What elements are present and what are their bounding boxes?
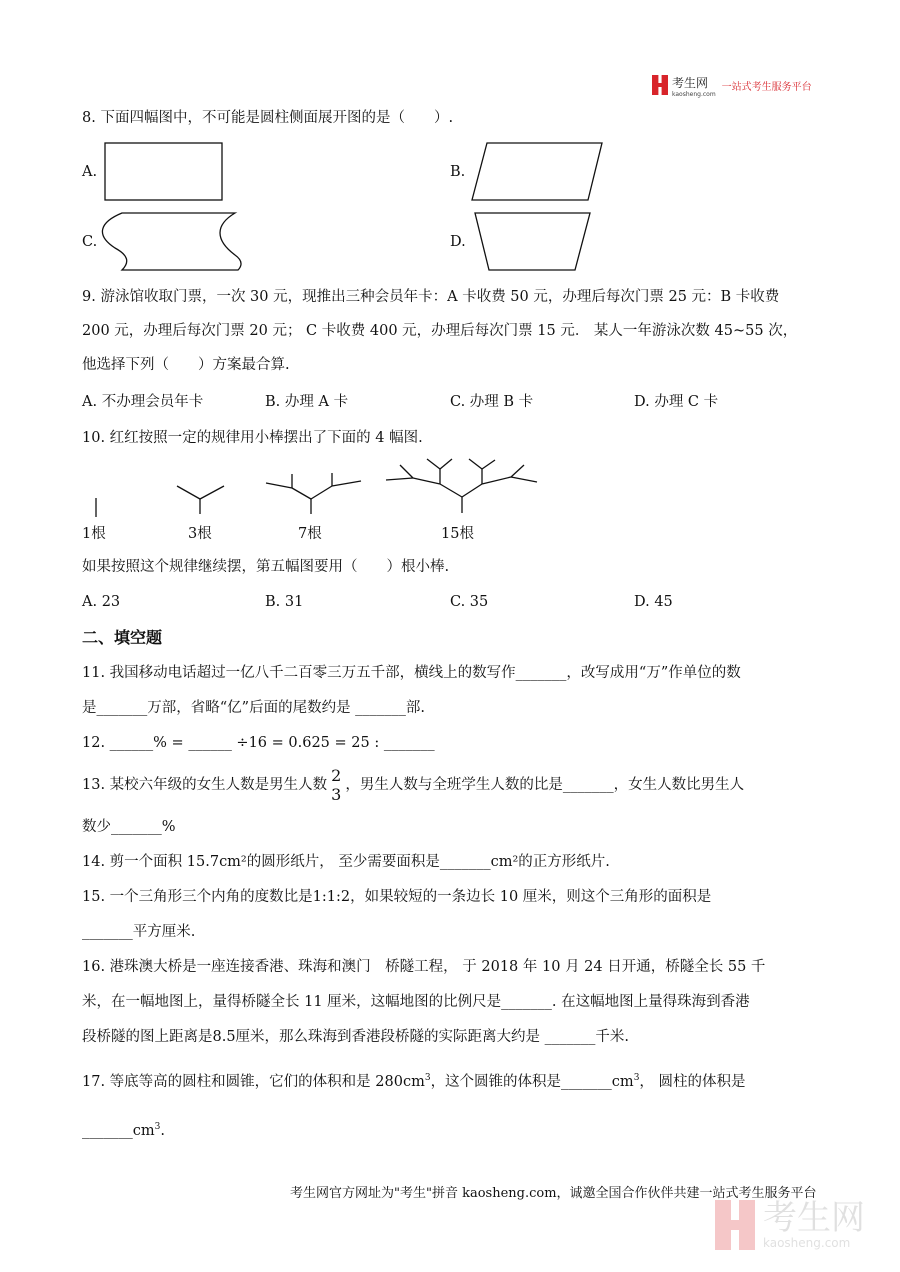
q14: 14. 剪一个面积 15.7cm²的圆形纸片， 至少需要面积是_______cm²的正方形纸片.: [82, 854, 610, 870]
superscript: 3: [424, 1073, 431, 1083]
watermark-name: 考生网: [763, 1198, 865, 1238]
q10-option-c: C. 35: [450, 594, 489, 610]
q8-stem: 8. 下面四幅图中，不可能是圆柱侧面展开图的是（ ）.: [82, 110, 454, 126]
shape-wavy: [102, 213, 241, 270]
q13-line-2: 数少_______%: [82, 819, 176, 835]
q17-text: .: [160, 1122, 165, 1139]
q13-fraction: [331, 767, 341, 804]
fraction-numerator: 2: [331, 765, 342, 785]
watermark-logo: [715, 1200, 865, 1250]
q10-question: 如果按照这个规律继续摆，第五幅图要用（ ）根小棒.: [82, 559, 450, 575]
q10-option-a: A. 23: [82, 594, 121, 610]
q16-line-2: 米，在一幅地图上，量得桥隧全长 11 厘米，这幅地图的比例尺是_______. 在这幅地图上量得珠海到香港: [82, 994, 750, 1010]
stick-figure-15: [386, 459, 537, 513]
q10-option-b: B. 31: [265, 594, 304, 610]
q9-option-b: B. 办理 A 卡: [265, 394, 349, 410]
q12: 12. ______% = ______ ÷16 = 0.625 = 25 : _______: [82, 735, 435, 751]
q17-text: 17. 等底等高的圆柱和圆锥，它们的体积和是 280cm: [82, 1073, 425, 1090]
header-slogan: 一站式考生服务平台: [721, 81, 812, 93]
q17-line-1: [82, 1068, 746, 1092]
superscript: 3: [633, 1073, 640, 1083]
section-heading: 二、填空题: [82, 628, 163, 647]
q10-label-1: 1根: [82, 526, 106, 542]
q17-line-2: [82, 1117, 165, 1141]
fraction-denominator: 3: [331, 784, 342, 804]
q9-line-3: 他选择下列（ ）方案最合算.: [82, 357, 290, 373]
stick-figure-3: [177, 486, 224, 514]
q17-text: ，这个圆锥的体积是_______cm: [430, 1073, 634, 1090]
q9-line-1: 9. 游泳馆收取门票，一次 30 元，现推出三种会员年卡：A 卡收费 50 元，办理后每次门票 25 元：B 卡收费: [82, 289, 780, 305]
q15-line-1: 15. 一个三角形三个内角的度数比是1:1:2，如果较短的一条边长 10 厘米，则这个三角形的面积是: [82, 889, 712, 905]
q10-stem: 10. 红红按照一定的规律用小棒摆出了下面的 4 幅图.: [82, 430, 423, 446]
q8-option-b: B.: [450, 164, 466, 180]
q16-line-1: 16. 港珠澳大桥是一座连接香港、珠海和澳门 桥隧工程， 于 2018 年 10 月 24 日开通，桥隧全长 55 千: [82, 959, 766, 975]
q13-before: 13. 某校六年级的女生人数是男生人数: [82, 777, 328, 793]
watermark-icon: [715, 1200, 755, 1250]
q11-line-1: 11. 我国移动电话超过一亿八千二百零三万五千部，横线上的数写作_______，改写成用“万”作单位的数: [82, 665, 741, 681]
shape-rectangle: [105, 143, 222, 200]
q10-label-3: 7根: [298, 526, 322, 542]
q9-option-a: A. 不办理会员年卡: [82, 394, 204, 410]
q16-line-3: 段桥隧的图上距离是8.5厘米，那么珠海到香港段桥隧的实际距离大约是 _______千米.: [82, 1029, 630, 1045]
shape-trapezoid: [475, 213, 590, 270]
shape-parallelogram: [472, 143, 602, 200]
q10-option-d: D. 45: [634, 594, 673, 610]
q9-option-d: D. 办理 C 卡: [634, 394, 719, 410]
q9-line-2: 200 元，办理后每次门票 20 元； C 卡收费 400 元，办理后每次门票 15 元． 某人一年游泳次数 45~55 次，: [82, 323, 798, 339]
footer-text: 考生网官方网址为"考生"拼音 kaosheng.com，诚邀全国合作伙伴共建一站式考生服务平台: [290, 1186, 817, 1201]
q15-line-2: _______平方厘米.: [82, 924, 196, 940]
stick-figure-7: [266, 473, 361, 514]
logo-url: kaosheng.com: [672, 91, 716, 98]
q10-label-2: 3根: [188, 526, 212, 542]
logo-name: 考生网: [672, 76, 709, 90]
watermark-url: kaosheng.com: [763, 1236, 851, 1250]
q17-text: _______cm: [82, 1122, 155, 1139]
q13-line-1: [82, 765, 744, 805]
q8-option-d: D.: [450, 234, 466, 250]
superscript: 3: [154, 1122, 161, 1132]
q13-after: ，男生人数与全班学生人数的比是_______，女生人数比男生人: [345, 777, 745, 793]
q8-option-c: C.: [82, 234, 98, 250]
q17-text: ， 圆柱的体积是: [639, 1073, 746, 1090]
q11-line-2: 是_______万部，省略“亿”后面的尾数约是 _______部.: [82, 700, 426, 716]
q9-option-c: C. 办理 B 卡: [450, 394, 534, 410]
q10-label-4: 15根: [441, 526, 474, 542]
q8-option-a: A.: [82, 164, 98, 180]
